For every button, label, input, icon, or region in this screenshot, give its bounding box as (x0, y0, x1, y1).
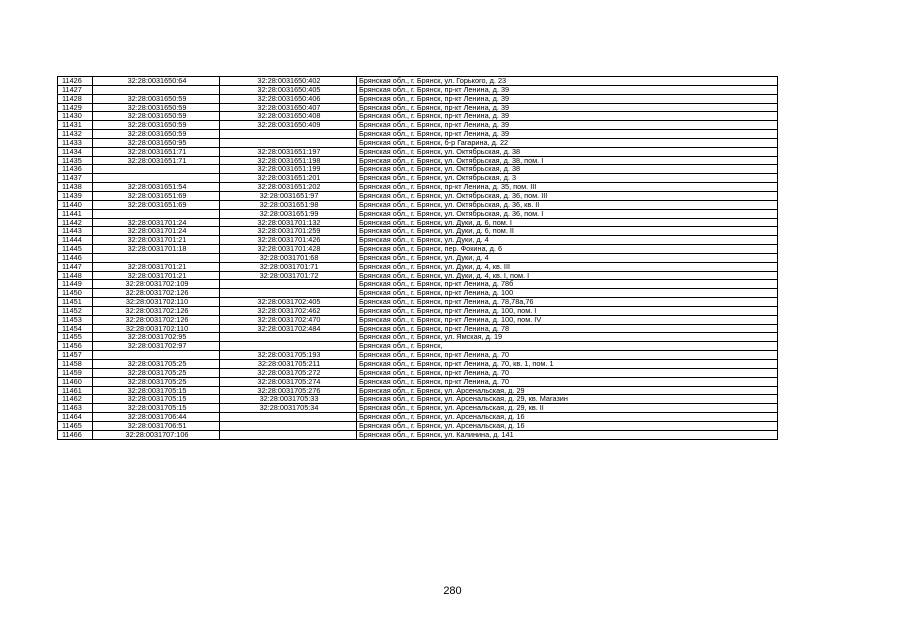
table-row (58, 183, 778, 192)
address-cell: Брянская обл., г. Брянск, ул. Арсенальская, д. 16 (357, 421, 778, 430)
cadastral-number-cell: 32:28:0031702:110 (93, 298, 220, 307)
cadastral-number-cell (93, 174, 220, 183)
address-cell: Брянская обл., г. Брянск, пр-кт Ленина, д. 78б (357, 280, 778, 289)
object-cadastral-number-cell: 32:28:0031651:99 (220, 209, 357, 218)
object-cadastral-number-cell: 32:28:0031701:426 (220, 236, 357, 245)
table-row (58, 377, 778, 386)
table-row (58, 209, 778, 218)
table-row (58, 298, 778, 307)
cadastral-number-cell: 32:28:0031701:21 (93, 236, 220, 245)
cadastral-number-cell: 32:28:0031702:109 (93, 280, 220, 289)
cadastral-number-cell: 32:28:0031707:106 (93, 430, 220, 439)
cadastral-number-cell: 32:28:0031650:59 (93, 121, 220, 130)
row-number-cell: 11432 (58, 130, 93, 139)
table-row (58, 245, 778, 254)
row-number-cell: 11462 (58, 395, 93, 404)
object-cadastral-number-cell: 32:28:0031701:71 (220, 262, 357, 271)
page-number: 280 (443, 585, 462, 597)
object-cadastral-number-cell (220, 333, 357, 342)
object-cadastral-number-cell: 32:28:0031650:405 (220, 85, 357, 94)
object-cadastral-number-cell: 32:28:0031701:132 (220, 218, 357, 227)
row-number-cell: 11448 (58, 271, 93, 280)
object-cadastral-number-cell: 32:28:0031701:72 (220, 271, 357, 280)
address-cell: Брянская обл., г. Брянск, ул. Арсенальская, д. 29, кв. II (357, 404, 778, 413)
row-number-cell: 11459 (58, 368, 93, 377)
table-row (58, 121, 778, 130)
object-cadastral-number-cell: 32:28:0031705:274 (220, 377, 357, 386)
cadastral-number-cell (93, 165, 220, 174)
table-row (58, 94, 778, 103)
table-row (58, 138, 778, 147)
row-number-cell: 11463 (58, 404, 93, 413)
table-row (58, 351, 778, 360)
row-number-cell: 11457 (58, 351, 93, 360)
cadastral-number-cell: 32:28:0031702:126 (93, 289, 220, 298)
address-cell: Брянская обл., г. Брянск, ул. Дуки, д. 4 (357, 253, 778, 262)
cadastral-number-cell: 32:28:0031705:15 (93, 404, 220, 413)
table-row (58, 315, 778, 324)
cadastral-number-cell: 32:28:0031702:97 (93, 342, 220, 351)
object-cadastral-number-cell (220, 342, 357, 351)
object-cadastral-number-cell: 32:28:0031651:98 (220, 200, 357, 209)
table-row (58, 236, 778, 245)
table-row (58, 421, 778, 430)
cadastral-number-cell: 32:28:0031651:69 (93, 200, 220, 209)
table-row (58, 289, 778, 298)
table-row (58, 386, 778, 395)
address-cell: Брянская обл., г. Брянск, пр-кт Ленина, д. 70 (357, 368, 778, 377)
table-row (58, 368, 778, 377)
table-row (58, 227, 778, 236)
cadastral-number-cell: 32:28:0031706:51 (93, 421, 220, 430)
table-row (58, 103, 778, 112)
cadastral-number-cell (93, 209, 220, 218)
object-cadastral-number-cell (220, 280, 357, 289)
table-row (58, 333, 778, 342)
row-number-cell: 11447 (58, 262, 93, 271)
object-cadastral-number-cell: 32:28:0031650:402 (220, 77, 357, 86)
row-number-cell: 11426 (58, 77, 93, 86)
row-number-cell: 11461 (58, 386, 93, 395)
object-cadastral-number-cell (220, 421, 357, 430)
row-number-cell: 11455 (58, 333, 93, 342)
address-cell: Брянская обл., г. Брянск, ул. Октябрьская, д. 3 (357, 174, 778, 183)
address-cell: Брянская обл., г. Брянск, ул. Горького, д. 23 (357, 77, 778, 86)
object-cadastral-number-cell: 32:28:0031651:197 (220, 147, 357, 156)
object-cadastral-number-cell: 32:28:0031701:428 (220, 245, 357, 254)
table-row (58, 165, 778, 174)
cadastral-number-cell: 32:28:0031701:18 (93, 245, 220, 254)
cadastral-number-cell: 32:28:0031705:25 (93, 377, 220, 386)
object-cadastral-number-cell: 32:28:0031705:272 (220, 368, 357, 377)
table-row (58, 218, 778, 227)
object-cadastral-number-cell: 32:28:0031650:407 (220, 103, 357, 112)
address-cell: Брянская обл., г. Брянск, ул. Дуки, д. 4, кв. III (357, 262, 778, 271)
table-row (58, 280, 778, 289)
cadastral-number-cell: 32:28:0031705:25 (93, 368, 220, 377)
address-cell: Брянская обл., г. Брянск, ул. Арсенальская, д. 29 (357, 386, 778, 395)
cadastral-number-cell: 32:28:0031701:24 (93, 218, 220, 227)
address-cell: Брянская обл., г. Брянск, ул. Калинина, д. 141 (357, 430, 778, 439)
row-number-cell: 11435 (58, 156, 93, 165)
cadastral-number-cell: 32:28:0031651:71 (93, 156, 220, 165)
address-cell: Брянская обл., г. Брянск, пр-кт Ленина, д. 35, пом. III (357, 183, 778, 192)
address-cell: Брянская обл., г. Брянск, ул. Дуки, д. 6, пом. I (357, 218, 778, 227)
object-cadastral-number-cell: 32:28:0031651:202 (220, 183, 357, 192)
table-row (58, 262, 778, 271)
table-row (58, 200, 778, 209)
table-row (58, 306, 778, 315)
address-cell: Брянская обл., г. Брянск, пр-кт Ленина, д. 78,78а,76 (357, 298, 778, 307)
row-number-cell: 11445 (58, 245, 93, 254)
row-number-cell: 11428 (58, 94, 93, 103)
object-cadastral-number-cell: 32:28:0031651:198 (220, 156, 357, 165)
object-cadastral-number-cell: 32:28:0031702:405 (220, 298, 357, 307)
address-cell: Брянская обл., г. Брянск, ул. Октябрьская, д. 36, пом. III (357, 191, 778, 200)
object-cadastral-number-cell: 32:28:0031650:406 (220, 94, 357, 103)
table-row (58, 112, 778, 121)
address-cell: Брянская обл., г. Брянск, ул. Дуки, д. 4, кв. I, пом. I (357, 271, 778, 280)
row-number-cell: 11452 (58, 306, 93, 315)
table-row (58, 413, 778, 422)
address-cell: Брянская обл., г. Брянск, (357, 342, 778, 351)
row-number-cell: 11453 (58, 315, 93, 324)
cadastral-number-cell: 32:28:0031651:54 (93, 183, 220, 192)
cadastral-number-cell (93, 85, 220, 94)
object-cadastral-number-cell (220, 289, 357, 298)
table-row (58, 156, 778, 165)
cadastral-number-cell: 32:28:0031702:126 (93, 306, 220, 315)
cadastral-number-cell: 32:28:0031706:44 (93, 413, 220, 422)
row-number-cell: 11427 (58, 85, 93, 94)
cadastral-number-cell: 32:28:0031650:64 (93, 77, 220, 86)
address-cell: Брянская обл., г. Брянск, ул. Октябрьская, д. 38 (357, 147, 778, 156)
cadastral-number-cell: 32:28:0031702:110 (93, 324, 220, 333)
cadastral-number-cell: 32:28:0031701:21 (93, 271, 220, 280)
row-number-cell: 11446 (58, 253, 93, 262)
address-cell: Брянская обл., г. Брянск, ул. Октябрьская, д. 38, пом. I (357, 156, 778, 165)
table-row (58, 77, 778, 86)
row-number-cell: 11436 (58, 165, 93, 174)
address-cell: Брянская обл., г. Брянск, ул. Октябрьская, д. 36, пом. I (357, 209, 778, 218)
row-number-cell: 11456 (58, 342, 93, 351)
cadastral-number-cell: 32:28:0031650:59 (93, 130, 220, 139)
address-cell: Брянская обл., г. Брянск, ул. Дуки, д. 6, пом. II (357, 227, 778, 236)
cadastral-number-cell: 32:28:0031702:95 (93, 333, 220, 342)
row-number-cell: 11465 (58, 421, 93, 430)
row-number-cell: 11441 (58, 209, 93, 218)
cadastral-number-cell: 32:28:0031705:25 (93, 360, 220, 369)
table-row (58, 324, 778, 333)
object-cadastral-number-cell (220, 413, 357, 422)
row-number-cell: 11466 (58, 430, 93, 439)
address-cell: Брянская обл., г. Брянск, пр-кт Ленина, д. 39 (357, 130, 778, 139)
address-cell: Брянская обл., г. Брянск, ул. Дуки, д. 4 (357, 236, 778, 245)
row-number-cell: 11458 (58, 360, 93, 369)
cadastral-table (57, 76, 778, 440)
address-cell: Брянская обл., г. Брянск, пер. Фокина, д. 6 (357, 245, 778, 254)
address-cell: Брянская обл., г. Брянск, пр-кт Ленина, д. 70, кв. 1, пом. 1 (357, 360, 778, 369)
table-row (58, 360, 778, 369)
cadastral-number-cell: 32:28:0031650:95 (93, 138, 220, 147)
table-row (58, 342, 778, 351)
cadastral-number-cell: 32:28:0031705:15 (93, 386, 220, 395)
address-cell: Брянская обл., г. Брянск, пр-кт Ленина, д. 39 (357, 94, 778, 103)
table-row (58, 430, 778, 439)
object-cadastral-number-cell: 32:28:0031705:33 (220, 395, 357, 404)
object-cadastral-number-cell: 32:28:0031650:409 (220, 121, 357, 130)
table-row (58, 147, 778, 156)
row-number-cell: 11429 (58, 103, 93, 112)
cadastral-number-cell (93, 253, 220, 262)
table-row (58, 404, 778, 413)
cadastral-number-cell: 32:28:0031651:71 (93, 147, 220, 156)
cadastral-number-cell: 32:28:0031650:59 (93, 94, 220, 103)
address-cell: Брянская обл., г. Брянск, ул. Ямская, д. 19 (357, 333, 778, 342)
address-cell: Брянская обл., г. Брянск, пр-кт Ленина, д. 78 (357, 324, 778, 333)
cadastral-number-cell: 32:28:0031701:21 (93, 262, 220, 271)
object-cadastral-number-cell: 32:28:0031702:470 (220, 315, 357, 324)
address-cell: Брянская обл., г. Брянск, пр-кт Ленина, д. 70 (357, 351, 778, 360)
address-cell: Брянская обл., г. Брянск, пр-кт Ленина, д. 70 (357, 377, 778, 386)
object-cadastral-number-cell: 32:28:0031705:211 (220, 360, 357, 369)
row-number-cell: 11460 (58, 377, 93, 386)
row-number-cell: 11430 (58, 112, 93, 121)
row-number-cell: 11440 (58, 200, 93, 209)
table-row (58, 253, 778, 262)
cadastral-number-cell: 32:28:0031650:59 (93, 112, 220, 121)
row-number-cell: 11451 (58, 298, 93, 307)
address-cell: Брянская обл., г. Брянск, пр-кт Ленина, д. 39 (357, 121, 778, 130)
row-number-cell: 11434 (58, 147, 93, 156)
object-cadastral-number-cell: 32:28:0031651:201 (220, 174, 357, 183)
row-number-cell: 11438 (58, 183, 93, 192)
address-cell: Брянская обл., г. Брянск, ул. Арсенальская, д. 29, кв. Магазин (357, 395, 778, 404)
row-number-cell: 11464 (58, 413, 93, 422)
address-cell: Брянская обл., г. Брянск, пр-кт Ленина, д. 39 (357, 112, 778, 121)
object-cadastral-number-cell: 32:28:0031650:408 (220, 112, 357, 121)
object-cadastral-number-cell (220, 138, 357, 147)
cadastral-number-cell: 32:28:0031702:126 (93, 315, 220, 324)
table-row (58, 174, 778, 183)
cadastral-number-cell: 32:28:0031701:24 (93, 227, 220, 236)
table-row (58, 395, 778, 404)
row-number-cell: 11442 (58, 218, 93, 227)
row-number-cell: 11431 (58, 121, 93, 130)
address-cell: Брянская обл., г. Брянск, пр-кт Ленина, д. 39 (357, 85, 778, 94)
address-cell: Брянская обл., г. Брянск, пр-кт Ленина, д. 100, пом. I (357, 306, 778, 315)
object-cadastral-number-cell (220, 430, 357, 439)
row-number-cell: 11450 (58, 289, 93, 298)
object-cadastral-number-cell: 32:28:0031702:484 (220, 324, 357, 333)
table-row (58, 271, 778, 280)
table-row (58, 130, 778, 139)
cadastral-number-cell: 32:28:0031650:59 (93, 103, 220, 112)
object-cadastral-number-cell: 32:28:0031701:259 (220, 227, 357, 236)
cadastral-number-cell: 32:28:0031651:69 (93, 191, 220, 200)
address-cell: Брянская обл., г. Брянск, б-р Гагарина, д. 22 (357, 138, 778, 147)
address-cell: Брянская обл., г. Брянск, ул. Октябрьская, д. 36, кв. II (357, 200, 778, 209)
object-cadastral-number-cell: 32:28:0031705:193 (220, 351, 357, 360)
row-number-cell: 11437 (58, 174, 93, 183)
address-cell: Брянская обл., г. Брянск, пр-кт Ленина, д. 100 (357, 289, 778, 298)
object-cadastral-number-cell: 32:28:0031705:34 (220, 404, 357, 413)
row-number-cell: 11433 (58, 138, 93, 147)
row-number-cell: 11454 (58, 324, 93, 333)
object-cadastral-number-cell: 32:28:0031651:97 (220, 191, 357, 200)
address-cell: Брянская обл., г. Брянск, ул. Октябрьская, д. 38 (357, 165, 778, 174)
table-body (58, 77, 778, 440)
table-row (58, 191, 778, 200)
cadastral-number-cell: 32:28:0031705:15 (93, 395, 220, 404)
address-cell: Брянская обл., г. Брянск, ул. Арсенальская, д. 16 (357, 413, 778, 422)
object-cadastral-number-cell: 32:28:0031702:462 (220, 306, 357, 315)
row-number-cell: 11444 (58, 236, 93, 245)
object-cadastral-number-cell (220, 130, 357, 139)
row-number-cell: 11443 (58, 227, 93, 236)
row-number-cell: 11439 (58, 191, 93, 200)
object-cadastral-number-cell: 32:28:0031705:276 (220, 386, 357, 395)
object-cadastral-number-cell: 32:28:0031651:199 (220, 165, 357, 174)
row-number-cell: 11449 (58, 280, 93, 289)
object-cadastral-number-cell: 32:28:0031701:68 (220, 253, 357, 262)
cadastral-number-cell (93, 351, 220, 360)
address-cell: Брянская обл., г. Брянск, пр-кт Ленина, д. 100, пом. IV (357, 315, 778, 324)
table-row (58, 85, 778, 94)
address-cell: Брянская обл., г. Брянск, пр-кт Ленина, д. 39 (357, 103, 778, 112)
